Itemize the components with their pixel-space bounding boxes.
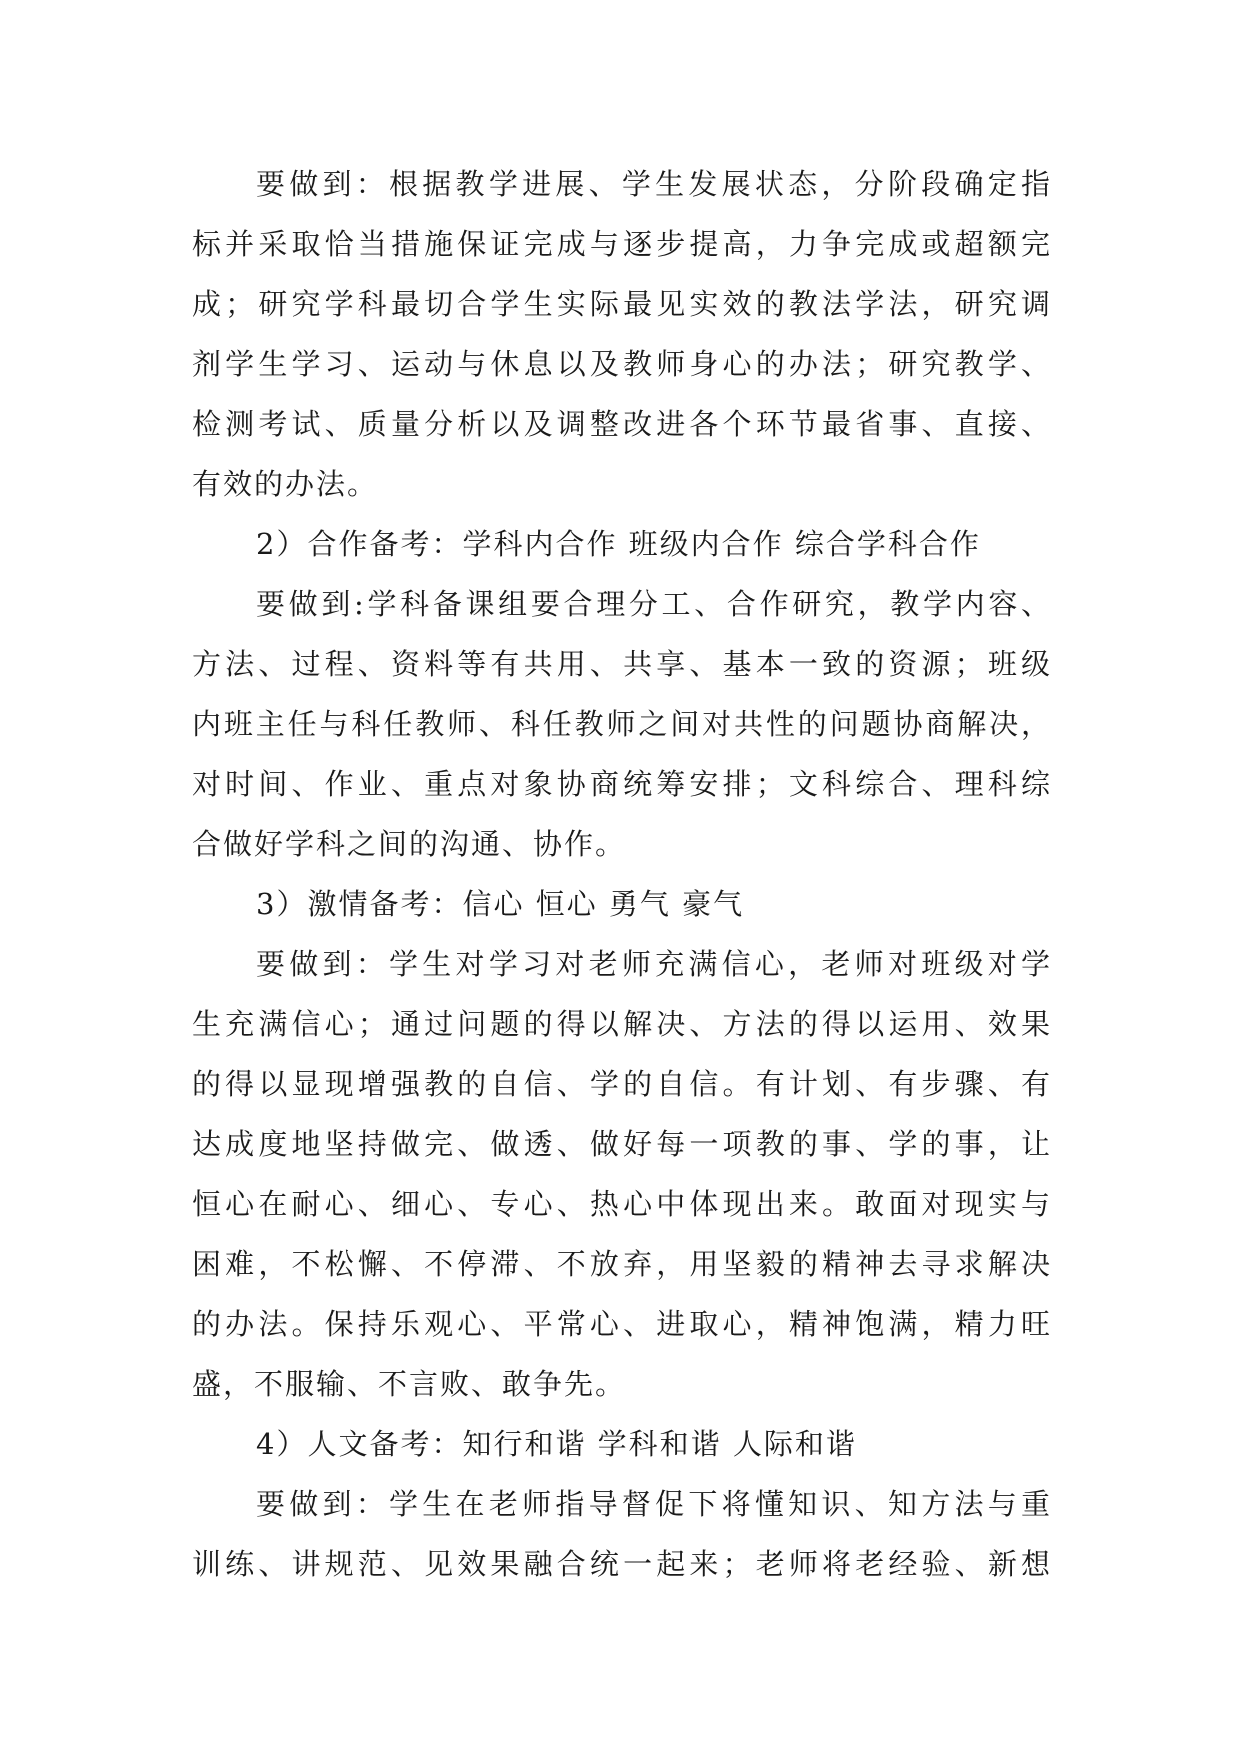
text-line: 内班主任与科任教师、科任教师之间对共性的问题协商解决， <box>192 707 1052 741</box>
text-line: 的办法。保持乐观心、平常心、进取心，精神饱满，精力旺 <box>192 1307 1052 1341</box>
text-line: 要做到：学生在老师指导督促下将懂知识、知方法与重 <box>256 1487 1052 1521</box>
text-line: 剂学生学习、运动与休息以及教师身心的办法；研究教学、 <box>192 347 1052 381</box>
text-line: 训练、讲规范、见效果融合统一起来；老师将老经验、新想 <box>192 1547 1052 1581</box>
text-line: 2）合作备考：学科内合作 班级内合作 综合学科合作 <box>256 527 981 561</box>
text-line: 要做到：学生对学习对老师充满信心，老师对班级对学 <box>256 947 1052 981</box>
text-line: 的得以显现增强教的自信、学的自信。有计划、有步骤、有 <box>192 1067 1052 1101</box>
text-line: 成；研究学科最切合学生实际最见实效的教法学法，研究调 <box>192 287 1052 321</box>
document-body <box>192 154 1052 1594</box>
text-line: 对时间、作业、重点对象协商统筹安排；文科综合、理科综 <box>192 767 1052 801</box>
text-line: 合做好学科之间的沟通、协作。 <box>192 827 627 861</box>
text-line: 方法、过程、资料等有共用、共享、基本一致的资源；班级 <box>192 647 1052 681</box>
text-line: 4）人文备考：知行和谐 学科和谐 人际和谐 <box>256 1427 857 1461</box>
text-line: 要做到：根据教学进展、学生发展状态，分阶段确定指 <box>256 167 1052 201</box>
text-line: 盛，不服输、不言败、敢争先。 <box>192 1367 627 1401</box>
text-line: 有效的办法。 <box>192 467 379 501</box>
text-line: 困难，不松懈、不停滞、不放弃，用坚毅的精神去寻求解决 <box>192 1247 1052 1281</box>
text-line: 检测考试、质量分析以及调整改进各个环节最省事、直接、 <box>192 407 1052 441</box>
text-line: 3）激情备考：信心 恒心 勇气 豪气 <box>256 887 745 921</box>
text-line: 生充满信心；通过问题的得以解决、方法的得以运用、效果 <box>192 1007 1052 1041</box>
text-line: 要做到:学科备课组要合理分工、合作研究，教学内容、 <box>256 587 1052 621</box>
text-line: 达成度地坚持做完、做透、做好每一项教的事、学的事，让 <box>192 1127 1052 1161</box>
text-line: 恒心在耐心、细心、专心、热心中体现出来。敢面对现实与 <box>192 1187 1052 1221</box>
text-line: 标并采取恰当措施保证完成与逐步提高，力争完成或超额完 <box>192 227 1052 261</box>
